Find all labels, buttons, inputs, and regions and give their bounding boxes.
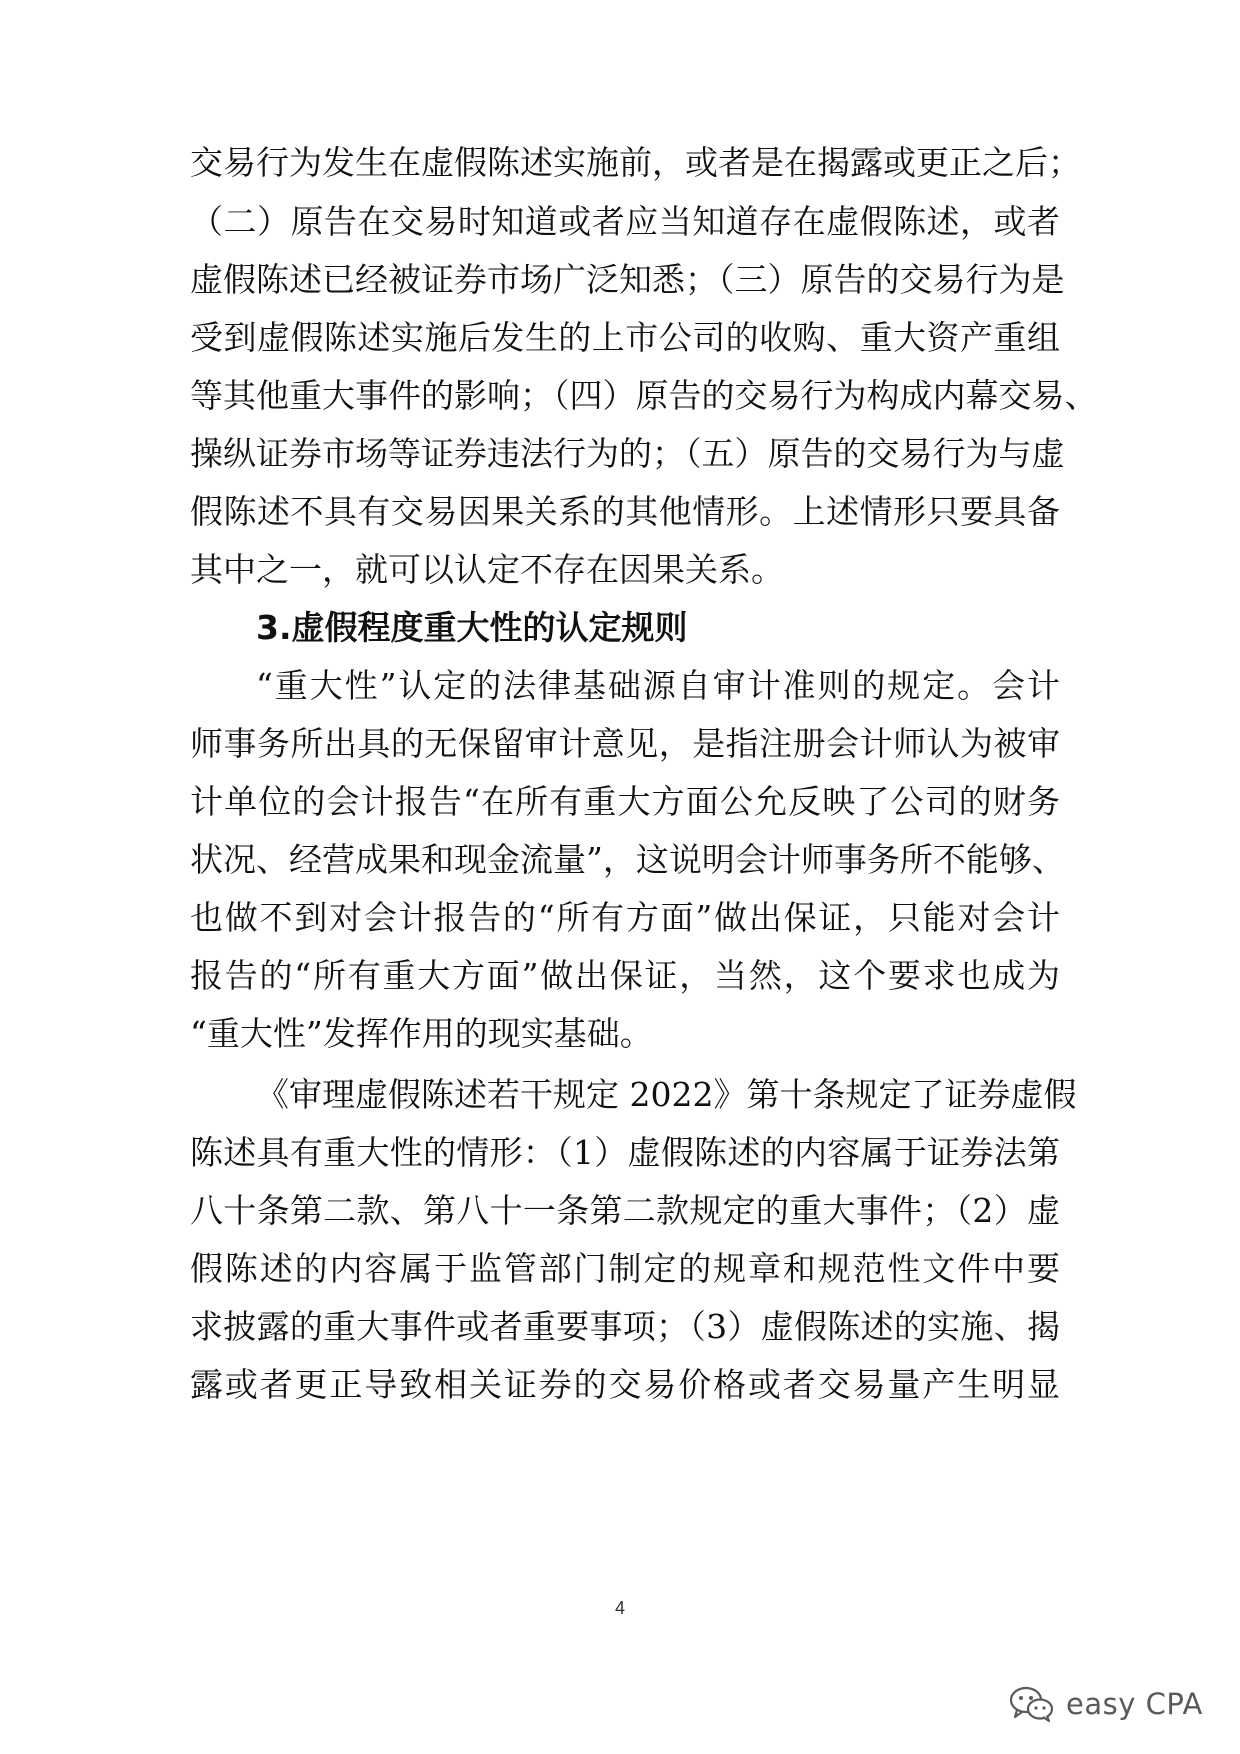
text-line: 《审理虚假陈述若干规定 2022》第十条规定了证券虚假 [256,1075,1077,1114]
text-line: 状况、经营成果和现金流量”，这说明会计师事务所不能够、 [190,840,1065,879]
text-line: 交易行为发生在虚假陈述实施前，或者是在揭露或更正之后； [190,143,1081,182]
page-number: 4 [614,1598,625,1618]
watermark-text: easy CPA [1066,1687,1203,1721]
text-line: 也做不到对会计报告的“所有方面”做出保证，只能对会计 [190,898,1060,937]
text-line: （二）原告在交易时知道或者应当知道存在虚假陈述，或者 [190,202,1060,241]
text-line: “重大性”认定的法律基础源自审计准则的规定。会计 [256,666,1060,705]
text-line: 受到虚假陈述实施后发生的上市公司的收购、重大资产重组 [190,318,1060,357]
text-line: 虚假陈述已经被证券市场广泛知悉；（三）原告的交易行为是 [190,260,1065,299]
watermark [1008,1684,1203,1724]
text-line: 等其他重大事件的影响；（四）原告的交易行为构成内幕交易、 [190,376,1098,415]
text-line: “重大性”发挥作用的现实基础。 [190,1014,653,1053]
wechat-icon [1008,1684,1056,1724]
text-line: 八十条第二款、第八十一条第二款规定的重大事件；（2）虚 [190,1191,1060,1230]
text-line: 假陈述的内容属于监管部门制定的规章和规范性文件中要 [190,1249,1060,1288]
text-line: 求披露的重大事件或者重要事项；（3）虚假陈述的实施、揭 [190,1307,1060,1346]
text-line: 计单位的会计报告“在所有重大方面公允反映了公司的财务 [190,782,1060,821]
text-line: 报告的“所有重大方面”做出保证，当然，这个要求也成为 [190,956,1060,995]
text-line: 露或者更正导致相关证券的交易价格或者交易量产生明显 [190,1365,1060,1404]
text-line: 师事务所出具的无保留审计意见，是指注册会计师认为被审 [190,724,1060,763]
text-line: 操纵证券市场等证券违法行为的；（五）原告的交易行为与虚 [190,434,1065,473]
section-heading: 3.虚假程度重大性的认定规则 [256,608,688,647]
text-line: 陈述具有重大性的情形：（1）虚假陈述的内容属于证券法第 [190,1133,1060,1172]
text-line: 其中之一，就可以认定不存在因果关系。 [190,550,784,589]
text-line: 假陈述不具有交易因果关系的其他情形。上述情形只要具备 [190,492,1060,531]
